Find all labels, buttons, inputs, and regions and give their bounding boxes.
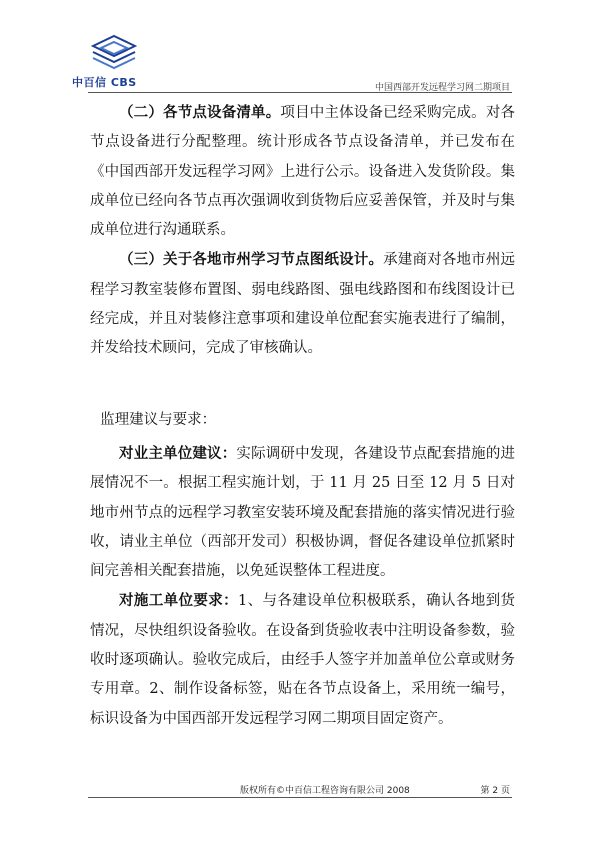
header-divider — [88, 92, 512, 93]
paragraph-drawing-design: （三）关于各地市州学习节点图纸设计。承建商对各地市州远程学习教室装修布置图、弱电线路图、强电线路图和布线图设计已经完成，并且对装修注意事项和建设单位配套实施表进行了编制，并发给技术顾问，完成了审核确认。 — [90, 251, 516, 357]
page-number: 第 2 页 — [480, 786, 510, 796]
footer-divider — [88, 797, 512, 798]
section-heading: 监理建议与要求： — [100, 411, 217, 428]
company-logo — [72, 34, 156, 90]
footer-copyright: 版权所有©中百信工程咨询有限公司 2008 — [240, 786, 410, 796]
cbs-logo-icon — [91, 34, 137, 72]
document-body — [90, 98, 515, 734]
logo-text: 中百信 CBS — [72, 76, 137, 89]
paragraph-equipment-list: （二）各节点设备清单。项目中主体设备已经采购完成。对各节点设备进行分配整理。统计形成各节点设备清单，并已发布在《中国西部开发远程学习网》上进行公示。设备进入发货阶段。集成单位已经向各节点再次强调收到货物后应妥善保管，并及时与集成单位进行沟通联系。 — [90, 104, 516, 239]
document-header-title: 中国西部开发远程学习网二期项目 — [374, 83, 510, 93]
paragraph-contractor-requirements: 对施工单位要求：1、与各建设单位积极联系，确认各地到货情况，尽快组织设备验收。在设备到货验收表中注明设备参数，验收时逐项确认。验收完成后，由经手人签字并加盖单位公章或财务专用章。2、制作设备标签，贴在各节点设备上，采用统一编号，标识设备为中国西部开发远程学习网二期项目固定资产。 — [90, 592, 516, 727]
paragraph-owner-advice: 对业主单位建议：实际调研中发现，各建设节点配套措施的进展情况不一。根据工程实施计划，于 11 月 25 日至 12 月 5 日对地市州节点的远程学习教室安装环境及配套措施的落实情况进行验收，请业主单位（西部开发司）积极协调，督促各建设单位抓紧时间完善相关配套措施，以免延误整体工程进度。 — [90, 444, 516, 580]
